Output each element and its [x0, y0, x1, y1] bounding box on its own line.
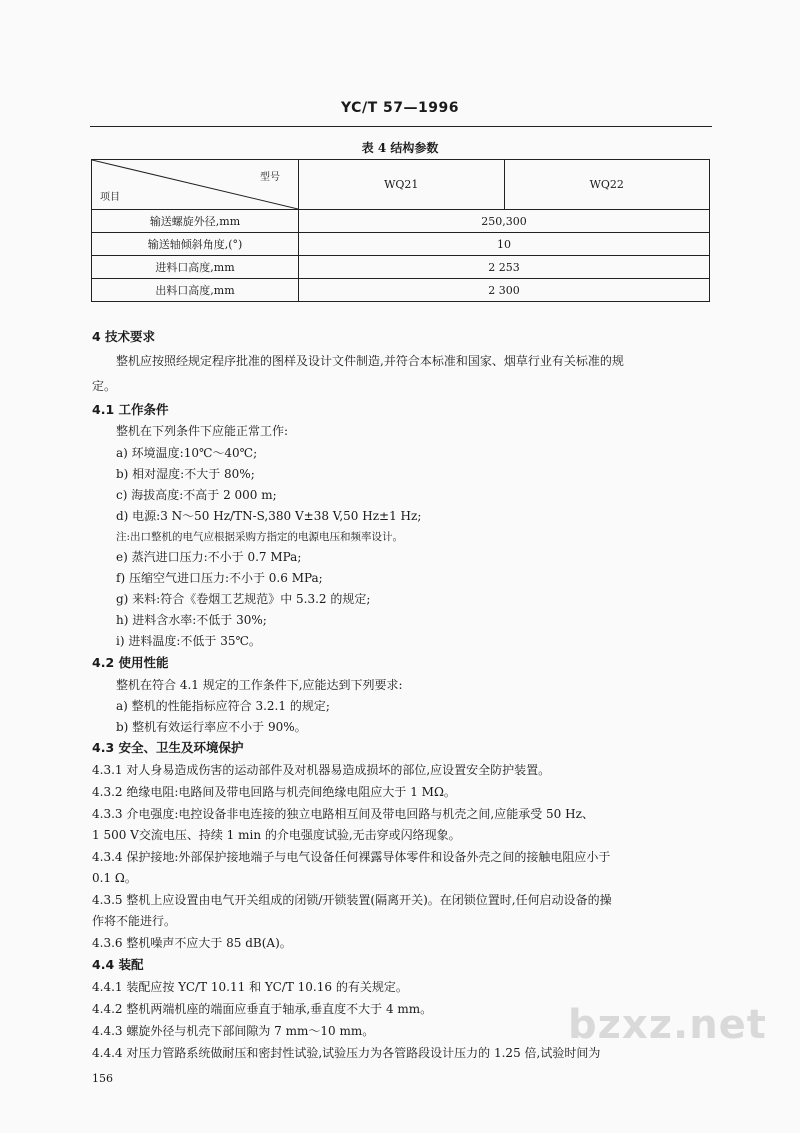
- list-item: b) 相对湿度:不大于 80%;: [116, 467, 255, 481]
- row-value: 10: [299, 233, 710, 256]
- page-number: 156: [92, 1072, 113, 1085]
- list-item: a) 整机的性能指标应符合 3.2.1 的规定;: [116, 699, 330, 713]
- list-item: b) 整机有效运行率应不小于 90%。: [116, 720, 307, 734]
- clause-text: 4.4.2 整机两端机座的端面应垂直于轴承,垂直度不大于 4 mm。: [92, 1002, 433, 1016]
- section-heading: 4.2 使用性能: [92, 655, 169, 670]
- body-text: 定。: [92, 379, 117, 393]
- clause-text: 4.3.2 绝缘电阻:电路间及带电回路与机壳间绝缘电阻应大于 1 MΩ。: [92, 785, 456, 799]
- row-value: 250,300: [299, 210, 710, 233]
- clause-text: 4.3.3 介电强度:电控设备非电连接的独立电路相互间及带电回路与机壳之间,应能承受 50 Hz、: [92, 807, 594, 821]
- section-heading: 4.3 安全、卫生及环境保护: [92, 740, 244, 755]
- clause-text: 作将不能进行。: [92, 914, 177, 928]
- section-heading: 4.4 装配: [92, 957, 144, 972]
- column-header-wq22: WQ22: [504, 160, 710, 210]
- list-item: i) 进料温度:不低于 35℃。: [116, 634, 261, 648]
- clause-text: 0.1 Ω。: [92, 871, 137, 885]
- section-heading: 4.1 工作条件: [92, 402, 169, 417]
- row-value: 2 253: [299, 256, 710, 279]
- clause-text: 4.3.6 整机噪声不应大于 85 dB(A)。: [92, 936, 292, 950]
- list-item: g) 来料:符合《卷烟工艺规范》中 5.3.2 的规定;: [116, 592, 371, 606]
- row-label: 进料口高度,mm: [92, 256, 299, 279]
- clause-text: 4.4.4 对压力管路系统做耐压和密封性试验,试验压力为各管路段设计压力的 1.25 倍,试验时间为: [92, 1046, 601, 1060]
- row-label: 出料口高度,mm: [92, 279, 299, 302]
- table-caption: 表 4 结构参数: [361, 141, 439, 155]
- header-rule: [90, 126, 712, 127]
- body-text: 整机应按照经规定程序批准的图样及设计文件制造,并符合本标准和国家、烟草行业有关标准的规: [116, 354, 624, 368]
- clause-text: 4.3.1 对人身易造成伤害的运动部件及对机器易造成损坏的部位,应设置安全防护装置。: [92, 763, 551, 777]
- list-item: d) 电源:3 N～50 Hz/TN-S,380 V±38 V,50 Hz±1 Hz;: [116, 509, 422, 523]
- clause-text: 1 500 V交流电压、持续 1 min 的介电强度试验,无击穿或闪络现象。: [92, 828, 461, 842]
- row-value: 2 300: [299, 279, 710, 302]
- clause-text: 4.3.5 整机上应设置由电气开关组成的闭锁/开锁装置(隔离开关)。在闭锁位置时,任何启动设备的操: [92, 893, 612, 907]
- table-row: [92, 256, 710, 279]
- list-item: c) 海拔高度:不高于 2 000 m;: [116, 488, 277, 502]
- header-item-label: 项目: [100, 192, 120, 203]
- row-label: 输送螺旋外径,mm: [92, 210, 299, 233]
- structure-parameters-table: [91, 159, 710, 302]
- section-heading: 4 技术要求: [92, 329, 156, 344]
- diagonal-header-cell: [92, 160, 299, 210]
- body-text: 整机在符合 4.1 规定的工作条件下,应能达到下列要求:: [116, 678, 403, 692]
- header-model-label: 型号: [260, 172, 280, 183]
- table-header-row: [92, 160, 710, 210]
- list-item: h) 进料含水率:不低于 30%;: [116, 613, 267, 627]
- list-item: f) 压缩空气进口压力:不小于 0.6 MPa;: [116, 571, 323, 585]
- standard-code-header: YC/T 57—1996: [341, 100, 459, 116]
- list-item: e) 蒸汽进口压力:不小于 0.7 MPa;: [116, 550, 302, 564]
- note-text: 注:出口整机的电气应根据采购方指定的电源电压和频率设计。: [116, 531, 404, 543]
- clause-text: 4.4.3 螺旋外径与机壳下部间隙为 7 mm～10 mm。: [92, 1024, 375, 1038]
- clause-text: 4.3.4 保护接地:外部保护接地端子与电气设备任何裸露导体零件和设备外壳之间的接触电阻应小于: [92, 850, 611, 864]
- table-row: [92, 279, 710, 302]
- row-label: 输送轴倾斜角度,(°): [92, 233, 299, 256]
- watermark: bzxz.net: [568, 1002, 767, 1048]
- table-row: [92, 210, 710, 233]
- list-item: a) 环境温度:10℃～40℃;: [116, 446, 258, 460]
- clause-text: 4.4.1 装配应按 YC/T 10.11 和 YC/T 10.16 的有关规定。: [92, 980, 408, 994]
- table-row: [92, 233, 710, 256]
- column-header-wq21: WQ21: [299, 160, 505, 210]
- body-text: 整机在下列条件下应能正常工作:: [116, 424, 289, 438]
